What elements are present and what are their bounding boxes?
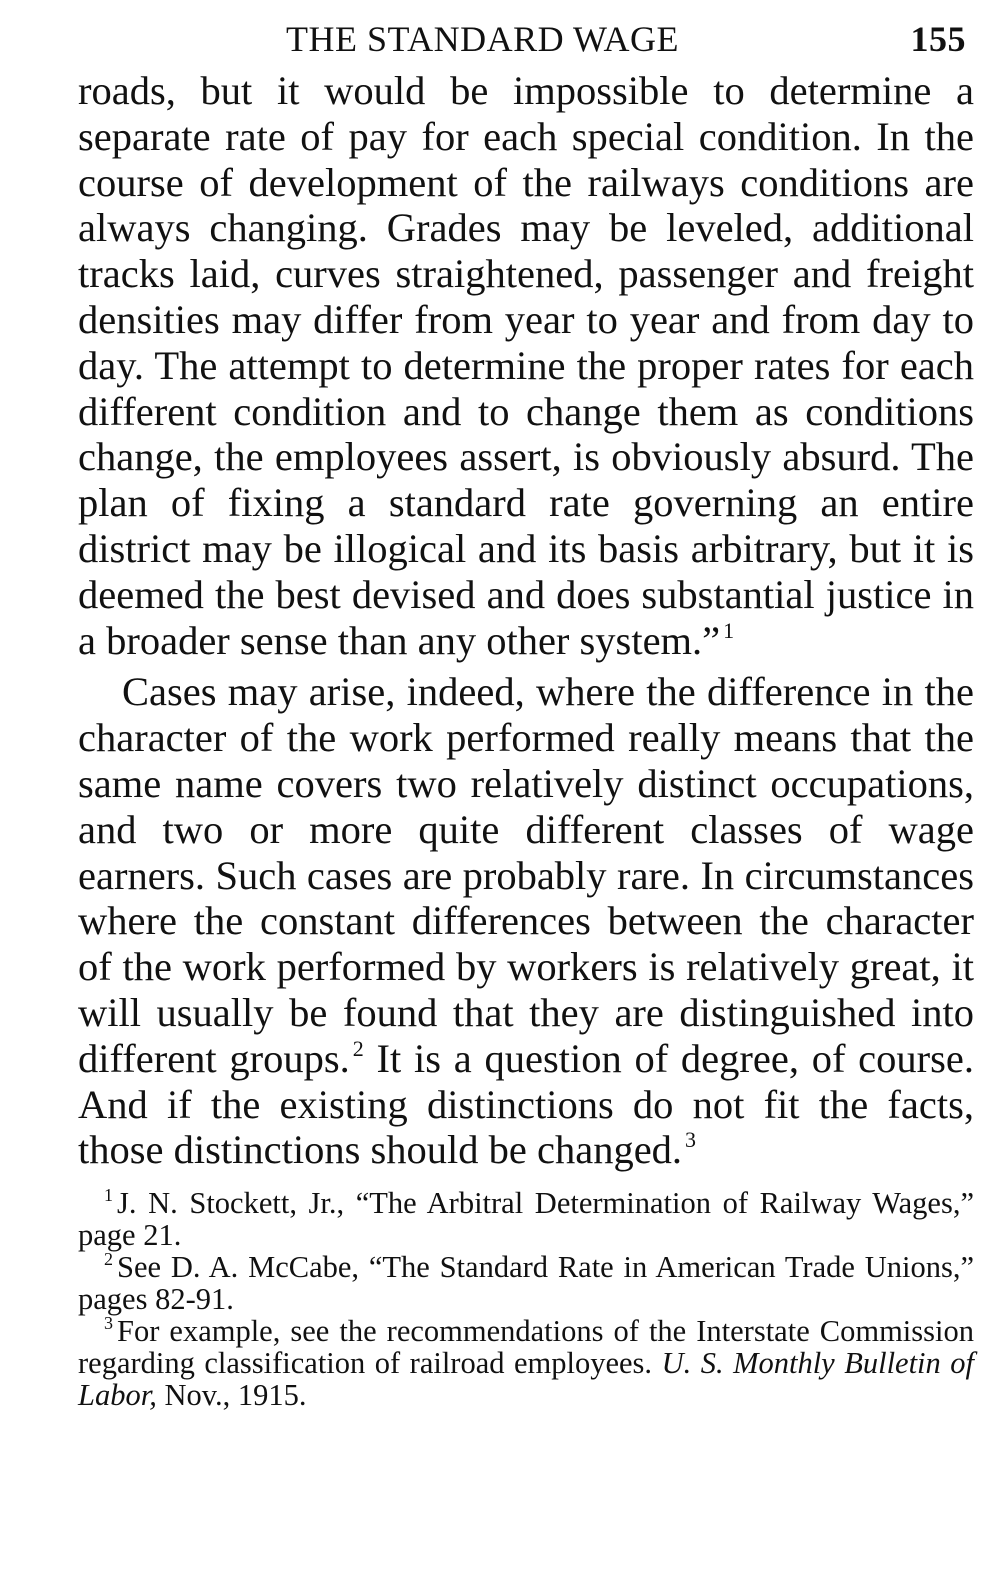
footnote bbox=[78, 1187, 974, 1251]
footnote-text: J. N. Stockett, Jr., “The Arbitral Determination of Railway Wages,” page 21. bbox=[78, 1186, 974, 1253]
footnote-reference: 3 bbox=[685, 1127, 697, 1153]
book-page bbox=[78, 18, 974, 1411]
paragraph-text: roads, but it would be impossible to determine a separate rate of pay for each special condition. In the course of development of the railways conditions are always changing. Grades may be leveled, additional tracks laid, curves straightened, passenger and freight densities may differ from year to year and from day to day. The attempt to determine the proper rates for each different condition and to change them as conditions change, the employees assert, is obviously absurd. The plan of fixing a standard rate governing an entire district may be illogical and its basis arbitrary, but it is deemed the best devised and does substantial justice in a broader sense than any other system.” bbox=[78, 68, 974, 663]
page-number: 155 bbox=[910, 19, 966, 59]
footnote-reference: 2 bbox=[352, 1035, 364, 1061]
footnote bbox=[78, 1315, 974, 1411]
footnote-marker: 1 bbox=[104, 1185, 113, 1206]
paragraph bbox=[78, 669, 974, 1173]
footnote-marker: 2 bbox=[104, 1249, 113, 1270]
footnote-reference: 1 bbox=[723, 617, 735, 643]
paragraph-text: Cases may arise, indeed, where the difference in the character of the work performed really means that the same name covers two relatively distinct occupations, and two or more quite different classes of wage earners. Such cases are probably rare. In circumstances where the constant differences between the character of the work performed by workers is relatively great, it will usually be found that they are distinguished into different groups. bbox=[78, 669, 974, 1081]
footnote-text: For example, see the recommendations of the Interstate Commission regarding classification of railroad employees. bbox=[78, 1314, 974, 1381]
footnotes bbox=[78, 1187, 974, 1411]
body-text bbox=[78, 68, 974, 1173]
footnote-source: U. S. Monthly Bulletin of Labor, bbox=[78, 1346, 974, 1413]
footnote-date: Nov., 1915. bbox=[164, 1378, 307, 1413]
footnote-text: See D. A. McCabe, “The Standard Rate in American Trade Unions,” pages 82-91. bbox=[78, 1250, 974, 1317]
paragraph-continued bbox=[78, 68, 974, 663]
footnote-marker: 3 bbox=[104, 1313, 113, 1334]
running-title: THE STANDARD WAGE bbox=[286, 19, 679, 59]
running-head bbox=[78, 18, 974, 68]
paragraph-text: It is a question of degree, of course. And if the existing distinctions do not fit the facts, those distinctions should be changed. bbox=[78, 1035, 975, 1173]
footnote bbox=[78, 1251, 974, 1315]
